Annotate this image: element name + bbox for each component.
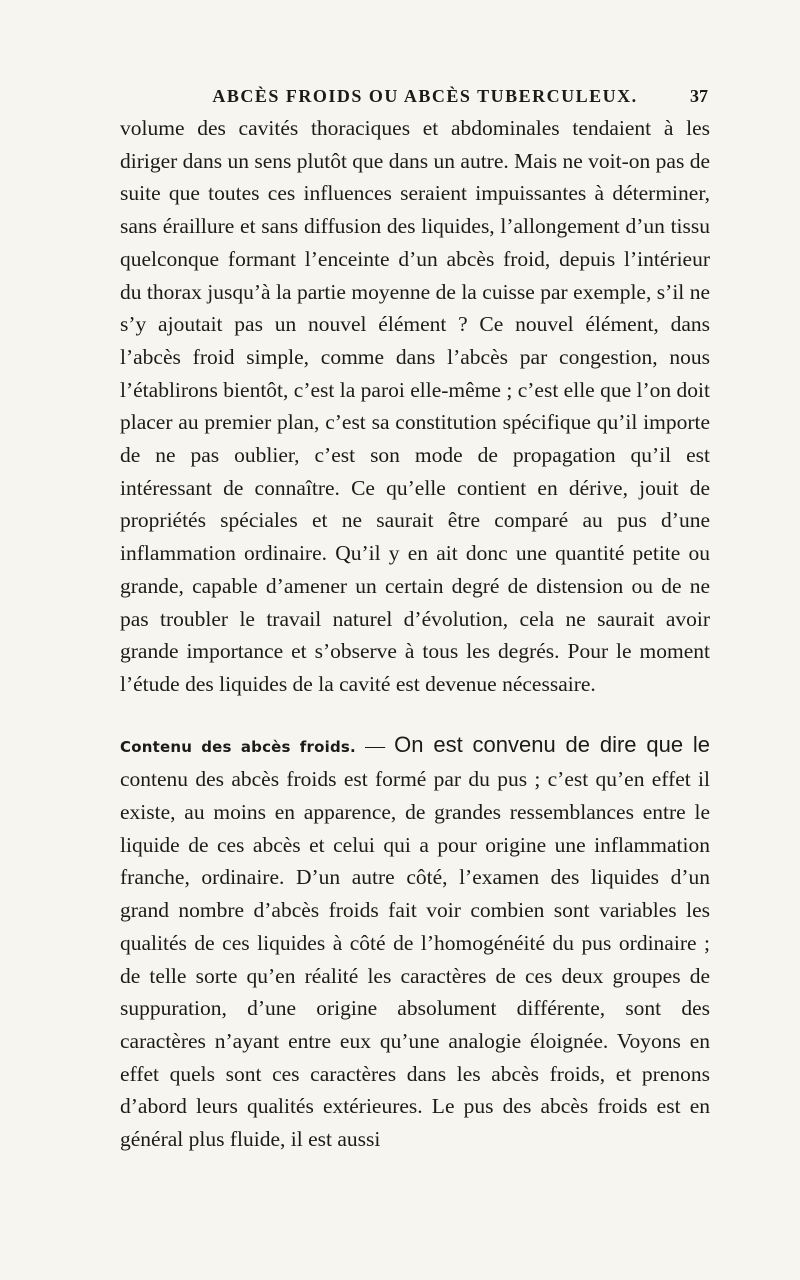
body-text	[120, 112, 710, 1156]
paragraph-lead-text: On est convenu de dire que le	[394, 731, 711, 757]
running-head	[120, 86, 710, 112]
heading-dash: —	[365, 734, 386, 757]
running-title: ABCÈS FROIDS OU ABCÈS TUBERCULEUX.	[212, 86, 638, 106]
page-number: 37	[690, 86, 708, 106]
paragraph-1: volume des cavités thoraciques et abdominales tendaient à les diriger dans un sens plutôt que dans un autre. Mais ne voit-on pas de suite que toutes ces influences seraient impuissantes à déterminer, sans éraillure et sans diffusion des liquides, l’allongement d’un tissu quelconque formant l’enceinte d’un abcès froid, depuis l’intérieur du thorax jusqu’à la partie moyenne de la cuisse par exemple, s’il ne s’y ajoutait pas un nouvel élément ? Ce nouvel élément, dans l’abcès froid simple, comme dans l’abcès par congestion, nous l’établirons bientôt, c’est la paroi elle-même ; c’est elle que l’on doit placer au premier plan, c’est sa constitution spécifique qu’il importe de ne pas oublier, c’est son mode de propagation qu’il est intéressant de connaître. Ce qu’elle contient en dérive, jouit de propriétés spéciales et ne saurait être comparé au pus d’une inflammation ordinaire. Qu’il y en ait donc une quantité petite ou grande, capable d’amener un certain degré de distension ou de ne pas troubler le travail naturel d’évolution, cela ne saurait avoir grande importance et s’observe à tous les degrés. Pour le moment l’étude des liquides de la cavité est devenue nécessaire.	[120, 116, 710, 696]
paragraph-2	[120, 729, 710, 1156]
paragraph-2-text: contenu des abcès froids est formé par du pus ; c’est qu’en effet il existe, au moins en apparence, de grandes ressemblances entre le liquide de ces abcès et celui qui a pour origine une inflammation franche, ordinaire. D’un autre côté, l’examen des liquides d’un grand nombre d’abcès froids fait voir combien sont variables les qualités de ces liquides à côté de l’homogénéité du pus ordinaire ; de telle sorte qu’en réalité les caractères de ces deux groupes de suppuration, d’une origine absolument différente, sont des caractères n’ayant entre eux qu’une analogie éloignée. Voyons en effet quels sont ces caractères dans les abcès froids, et prenons d’abord leurs qualités extérieures. Le pus des abcès froids est en général plus fluide, il est aussi	[120, 767, 710, 1152]
section-heading: Contenu des abcès froids.	[120, 737, 356, 756]
